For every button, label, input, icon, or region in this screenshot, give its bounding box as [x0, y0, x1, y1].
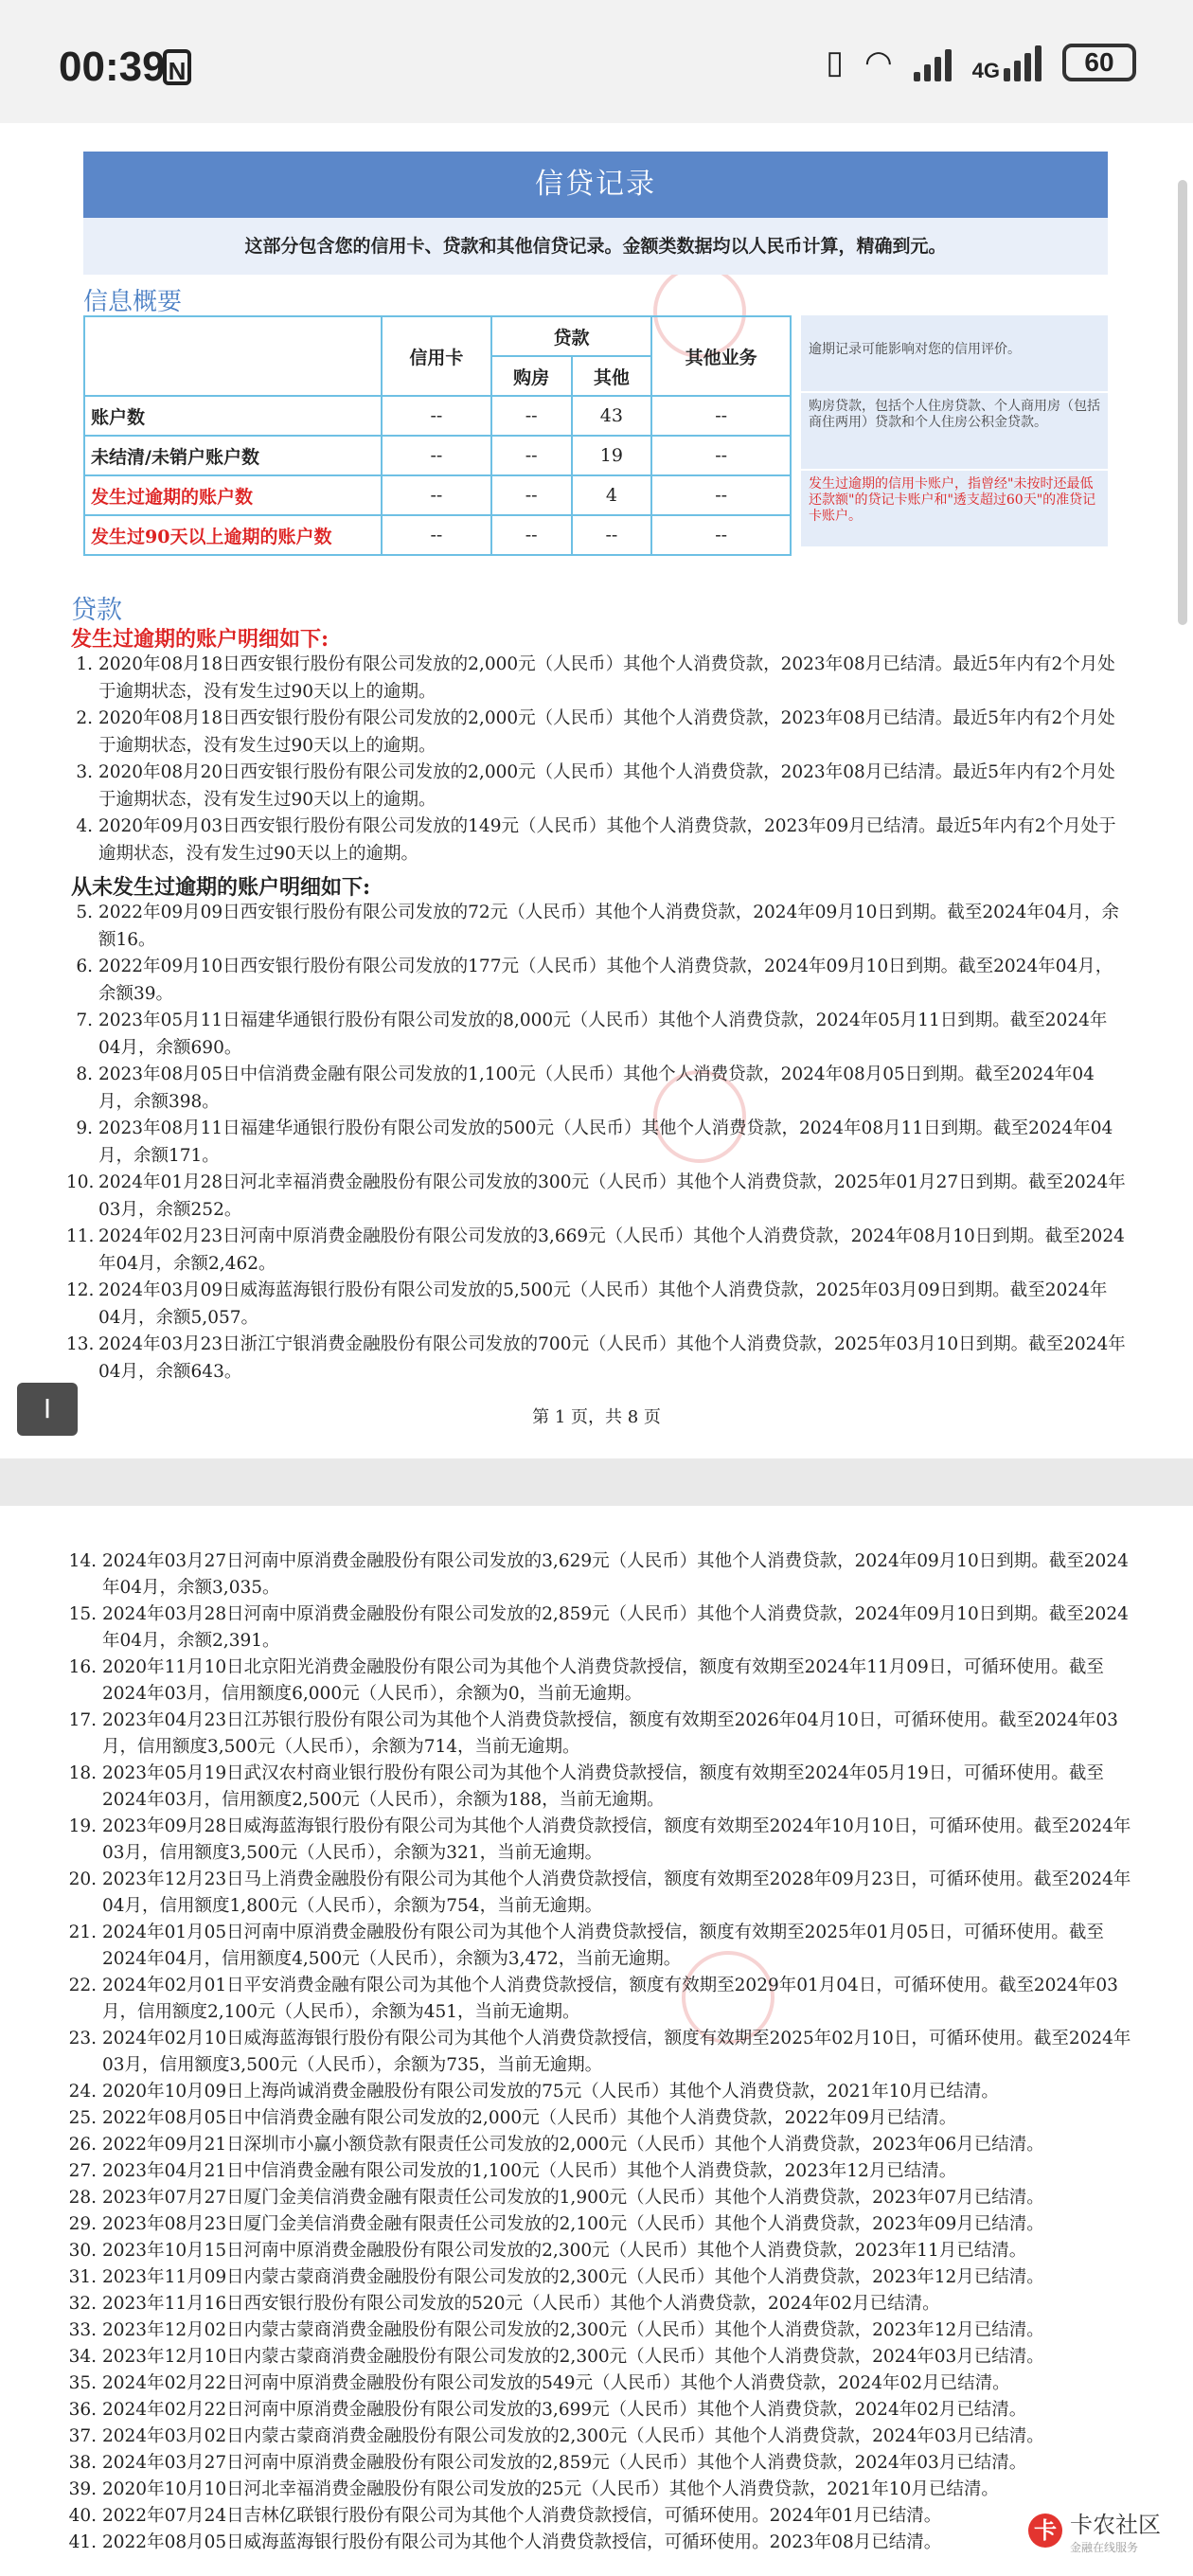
list-item: 22. 2024年02月01日平安消费金融有限公司为其他个人消费贷款授信，额度有效期至2029年01月04日，可循环使用。截至2024年03月，信用额度2,100元（人民币），余额为451，当前无逾期。: [68, 1976, 1118, 2022]
note-card-overdue: 发生过逾期的信用卡账户，指曾经"未按时还最低还款额"的贷记卡账户和"透支超过60天"的准贷记卡账户。: [801, 471, 1108, 546]
section-header: 信贷记录: [83, 152, 1108, 218]
list-item: 6. 2022年09月10日西安银行股份有限公司发放的177元（人民币）其他个人消费贷款，2024年09月10日到期。截至2024年04月，余额39。: [76, 957, 1113, 1004]
loan-section-title: 贷款: [71, 596, 122, 625]
col-housing: 购房: [491, 356, 572, 396]
list-item: 41. 2022年08月05日威海蓝海银行股份有限公司为其他个人消费贷款授信，可循环使用。2023年08月已结清。: [68, 2532, 942, 2552]
summary-title: 信息概要: [83, 288, 183, 316]
list-item: 9. 2023年08月11日福建华通银行股份有限公司发放的500元（人民币）其他个人消费贷款，2024年08月11日到期。截至2024年04月，余额171。: [76, 1118, 1113, 1166]
list-item: 36. 2024年02月22日河南中原消费金融股份有限公司发放的3,699元（人民币）其他个人消费贷款，2024年02月已结清。: [68, 2400, 1027, 2420]
list-item: 37. 2024年03月02日内蒙古蒙商消费金融股份有限公司发放的2,300元（人民币）其他个人消费贷款，2024年03月已结清。: [68, 2426, 1044, 2446]
list-item: 34. 2023年12月10日内蒙古蒙商消费金融股份有限公司发放的2,300元（人民币）其他个人消费贷款，2024年03月已结清。: [68, 2347, 1044, 2367]
list-item: 39. 2020年10月10日河北幸福消费金融股份有限公司发放的25元（人民币）其他个人消费贷款，2021年10月已结清。: [68, 2479, 999, 2499]
list-item: 19. 2023年09月28日威海蓝海银行股份有限公司为其他个人消费贷款授信，额度有效期至2024年10月10日，可循环使用。截至2024年03月，信用额度3,500元（人民币），余额为321，当前无逾期。: [68, 1816, 1131, 1863]
wifi-icon: ◠: [864, 45, 893, 80]
status-icons: [826, 44, 1136, 81]
overdue-heading: 发生过逾期的账户明细如下:: [71, 627, 329, 652]
list-item: 28. 2023年07月27日厦门金美信消费金融有限责任公司发放的1,900元（人民币）其他个人消费贷款，2023年07月已结清。: [68, 2188, 1044, 2208]
list-item: 33. 2023年12月02日内蒙古蒙商消费金融股份有限公司发放的2,300元（人民币）其他个人消费贷款，2023年12月已结清。: [68, 2320, 1044, 2340]
list-item: 8. 2023年08月05日中信消费金融有限公司发放的1,100元（人民币）其他个人消费贷款，2024年08月05日到期。截至2024年04月，余额398。: [76, 1064, 1095, 1112]
table-row: 账户数 -- -- 43 --: [84, 396, 791, 436]
watermark-sub: 金融在线服务: [1070, 2541, 1139, 2554]
list-item: 15. 2024年03月28日河南中原消费金融股份有限公司发放的2,859元（人民币）其他个人消费贷款，2024年09月10日到期。截至2024年04月，余额2,391。: [68, 1604, 1129, 1651]
signal-icon: [914, 44, 952, 81]
col-credit-card: 信用卡: [382, 316, 491, 396]
list-item: 27. 2023年04月21日中信消费金融有限公司发放的1,100元（人民币）其他个人消费贷款，2023年12月已结清。: [68, 2161, 957, 2181]
list-item: 24. 2020年10月09日上海尚诚消费金融股份有限公司发放的75元（人民币）其他个人消费贷款，2021年10月已结清。: [68, 2082, 999, 2102]
list-item: 40. 2022年07月24日吉林亿联银行股份有限公司为其他个人消费贷款授信，可循环使用。2024年01月已结清。: [68, 2506, 942, 2526]
list-item: 21. 2024年01月05日河南中原消费金融股份有限公司为其他个人消费贷款授信，额度有效期至2025年01月05日，可循环使用。截至2024年04月，信用额度4,500元（人民币），余额为3,472，当前无逾期。: [68, 1923, 1104, 1969]
list-item: 23. 2024年02月10日威海蓝海银行股份有限公司为其他个人消费贷款授信，额度有效期至2025年02月10日，可循环使用。截至2024年03月，信用额度3,500元（人民币），余额为735，当前无逾期。: [68, 2029, 1131, 2075]
list-item: 29. 2023年08月23日厦门金美信消费金融有限责任公司发放的2,100元（人民币）其他个人消费贷款，2023年09月已结清。: [68, 2214, 1044, 2234]
list-item: 20. 2023年12月23日马上消费金融股份有限公司为其他个人消费贷款授信，额度有效期至2028年09月23日，可循环使用。截至2024年04月，信用额度1,800元（人民币），余额为754，当前无逾期。: [68, 1869, 1131, 1916]
battery-icon: 60: [1062, 44, 1136, 81]
table-row: 未结清/未销户账户数 -- -- 19 --: [84, 436, 791, 475]
list-item: 5. 2022年09月09日西安银行股份有限公司发放的72元（人民币）其他个人消费贷款，2024年09月10日到期。截至2024年04月，余额16。: [76, 903, 1119, 950]
list-item: 38. 2024年03月27日河南中原消费金融股份有限公司发放的2,859元（人民币）其他个人消费贷款，2024年03月已结清。: [68, 2453, 1027, 2473]
normal-list: [66, 900, 1127, 1386]
lte-signal-icon: 4G: [972, 44, 1042, 81]
kanong-watermark: [1021, 2502, 1168, 2559]
nfc-icon: N: [163, 49, 191, 85]
list-item: 13. 2024年03月23日浙江宁银消费金融股份有限公司发放的700元（人民币）其他个人消费贷款，2025年03月10日到期。截至2024年04月，余额643。: [66, 1334, 1126, 1382]
loan-list-continued: [57, 1548, 1136, 2556]
list-item: 10. 2024年01月28日河北幸福消费金融股份有限公司发放的300元（人民币）其他个人消费贷款，2025年01月27日到期。截至2024年03月，余额252。: [66, 1172, 1126, 1220]
kanong-logo-icon: 卡: [1028, 2513, 1062, 2548]
summary-notes: [801, 315, 1108, 548]
overdue-list: [66, 652, 1127, 868]
section-intro: 这部分包含您的信用卡、贷款和其他信贷记录。金额类数据均以人民币计算，精确到元。: [83, 218, 1108, 275]
list-item: 26. 2022年09月21日深圳市小赢小额贷款有限责任公司发放的2,000元（人民币）其他个人消费贷款，2023年06月已结清。: [68, 2135, 1044, 2155]
note-overdue: 逾期记录可能影响对您的信用评价。: [801, 315, 1108, 391]
list-item: 18. 2023年05月19日武汉农村商业银行股份有限公司为其他个人消费贷款授信，额度有效期至2024年05月19日，可循环使用。截至2024年03月，信用额度2,500元（人民币），余额为188，当前无逾期。: [68, 1763, 1104, 1810]
list-item: 3. 2020年08月20日西安银行股份有限公司发放的2,000元（人民币）其他个人消费贷款，2023年08月已结清。最近5年内有2个月处于逾期状态，没有发生过90天以上的逾期。: [76, 762, 1115, 810]
list-item: 32. 2023年11月16日西安银行股份有限公司发放的520元（人民币）其他个人消费贷款，2024年02月已结清。: [68, 2294, 940, 2314]
status-bar: [0, 0, 1193, 123]
col-other: 其他: [572, 356, 652, 396]
table-row: 发生过逾期的账户数 -- -- 4 --: [84, 475, 791, 515]
report-page-2: [0, 1506, 1193, 2576]
list-item: 30. 2023年10月15日河南中原消费金融股份有限公司发放的2,300元（人民币）其他个人消费贷款，2023年11月已结清。: [68, 2241, 1027, 2261]
list-item: 31. 2023年11月09日内蒙古蒙商消费金融股份有限公司发放的2,300元（人民币）其他个人消费贷款，2023年12月已结清。: [68, 2267, 1044, 2287]
table-row: 发生过90天以上逾期的账户数 -- -- -- --: [84, 515, 791, 555]
list-item: 25. 2022年08月05日中信消费金融有限公司发放的2,000元（人民币）其他个人消费贷款，2022年09月已结清。: [68, 2108, 957, 2128]
summary-table: [83, 315, 792, 556]
list-item: 1. 2020年08月18日西安银行股份有限公司发放的2,000元（人民币）其他个人消费贷款，2023年08月已结清。最近5年内有2个月处于逾期状态，没有发生过90天以上的逾期。: [76, 654, 1115, 702]
col-loan: 贷款: [491, 316, 652, 356]
report-page-1: [0, 123, 1193, 1458]
list-item: 35. 2024年02月22日河南中原消费金融股份有限公司发放的549元（人民币）其他个人消费贷款，2024年02月已结清。: [68, 2373, 1010, 2393]
col-other-business: 其他业务: [651, 316, 791, 396]
page-indicator-tab[interactable]: I: [17, 1383, 78, 1436]
list-item: 12. 2024年03月09日威海蓝海银行股份有限公司发放的5,500元（人民币）其他个人消费贷款，2025年03月09日到期。截至2024年04月，余额5,057。: [66, 1280, 1108, 1328]
note-housing: 购房贷款，包括个人住房贷款、个人商用房（包括商住两用）贷款和个人住房公积金贷款。: [801, 393, 1108, 469]
list-item: 16. 2020年11月10日北京阳光消费金融股份有限公司为其他个人消费贷款授信，额度有效期至2024年11月09日，可循环使用。截至2024年03月，信用额度6,000元（人民币），余额为0，当前无逾期。: [68, 1657, 1104, 1704]
list-item: 7. 2023年05月11日福建华通银行股份有限公司发放的8,000元（人民币）其他个人消费贷款，2024年05月11日到期。截至2024年04月，余额690。: [76, 1011, 1108, 1058]
list-item: 14. 2024年03月27日河南中原消费金融股份有限公司发放的3,629元（人民币）其他个人消费贷款，2024年09月10日到期。截至2024年04月，余额3,035。: [68, 1551, 1129, 1598]
status-time: 00:39: [59, 44, 166, 90]
list-item: 17. 2023年04月23日江苏银行股份有限公司为其他个人消费贷款授信，额度有效期至2026年04月10日，可循环使用。截至2024年03月，信用额度3,500元（人民币），余额为714，当前无逾期。: [68, 1710, 1118, 1757]
scrollbar[interactable]: [1178, 180, 1187, 625]
watermark-name: 卡农社区: [1070, 2512, 1161, 2538]
list-item: 4. 2020年09月03日西安银行股份有限公司发放的149元（人民币）其他个人消费贷款，2023年09月已结清。最近5年内有2个月处于逾期状态，没有发生过90天以上的逾期。: [76, 816, 1116, 864]
vibrate-icon: ▯: [826, 45, 844, 80]
list-item: 11. 2024年02月23日河南中原消费金融股份有限公司发放的3,669元（人民币）其他个人消费贷款，2024年08月10日到期。截至2024年04月，余额2,462。: [66, 1226, 1125, 1274]
normal-heading: 从未发生过逾期的账户明细如下:: [71, 875, 371, 900]
list-item: 2. 2020年08月18日西安银行股份有限公司发放的2,000元（人民币）其他个人消费贷款，2023年08月已结清。最近5年内有2个月处于逾期状态，没有发生过90天以上的逾期。: [76, 708, 1115, 756]
page-footer: 第 1 页，共 8 页: [532, 1407, 661, 1427]
